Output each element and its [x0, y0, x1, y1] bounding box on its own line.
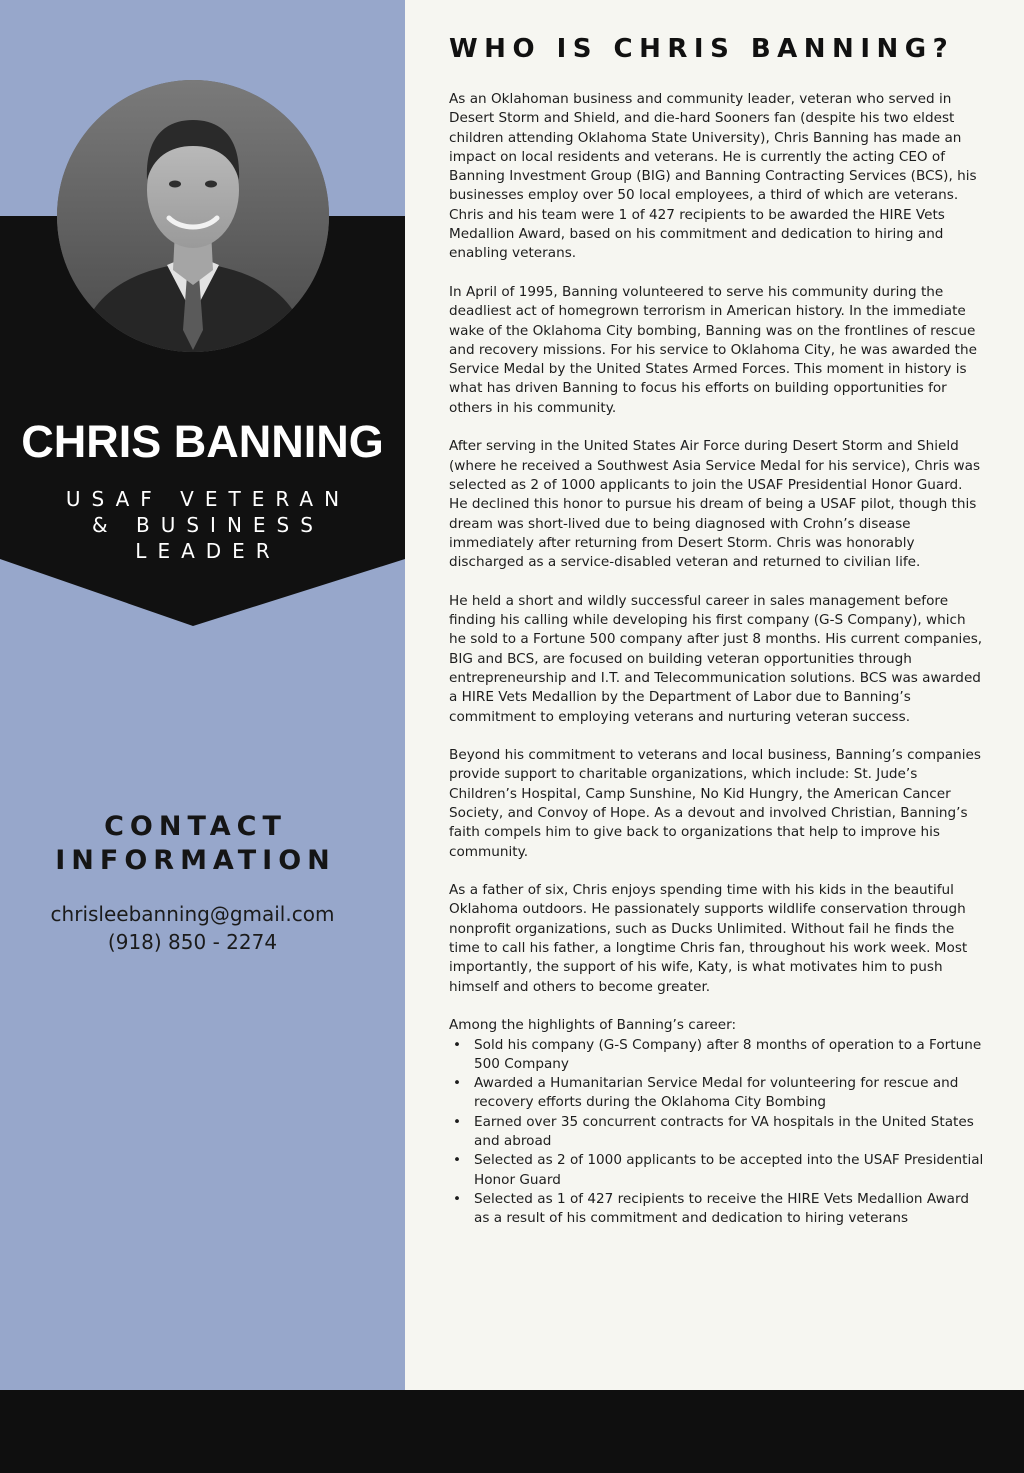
contact-email: chrisleebanning@gmail.com	[50, 902, 335, 926]
footer-bar	[0, 1390, 1024, 1473]
profile-photo-image	[57, 80, 329, 352]
contact-phone: (918) 850 - 2274	[107, 930, 278, 954]
profile-name: CHRIS BANNING	[21, 416, 384, 467]
bio-paragraph: Beyond his commitment to veterans and local business, Banning’s companies provide support to charitable organizations, which include: St. Jude’s Children’s Hospital, Camp Sunshine, No Kid Hungry, the American Cancer Society, and Convoy of Hope. As a devout and involved Christian, Banning’s faith compels him to give back to organizations that help to improve his community.	[449, 747, 981, 860]
highlights-intro: Among the highlights of Banning’s career:	[449, 1017, 737, 1034]
main-content	[449, 32, 984, 1229]
contact-heading-line: INFORMATION	[55, 845, 336, 876]
subtitle-line: USAF VETERAN	[65, 487, 351, 511]
contact-heading-line: CONTACT	[104, 811, 287, 842]
highlight-item: • Selected as 2 of 1000 applicants to be accepted into the USAF Presidential Honor Guard	[449, 1151, 984, 1190]
profile-subtitle	[0, 486, 405, 564]
highlight-item: • Selected as 1 of 427 recipients to receive the HIRE Vets Medallion Award as a result of his commitment and dedication to hiring veterans	[449, 1190, 984, 1229]
subtitle-line: & BUSINESS	[92, 513, 324, 537]
bio-paragraph: As an Oklahoman business and community leader, veteran who served in Desert Storm and Shield, and die-hard Sooners fan (despite his two eldest children attending Oklahoma State University), Chris Banning has made an impact on local residents and veterans. He is currently the acting CEO of Banning Investment Group (BIG) and Banning Contracting Services (BCS), his businesses employ over 50 local employees, a third of which are veterans. Chris and his team were 1 of 427 recipients to be awarded the HIRE Vets Medallion Award, based on his commitment and dedication to hiring and enabling veterans.	[449, 91, 977, 262]
highlight-item: • Sold his company (G-S Company) after 8 months of operation to a Fortune 500 Company	[449, 1036, 984, 1075]
profile-photo	[57, 80, 329, 352]
bio-paragraph: He held a short and wildly successful career in sales management before finding his calling while developing his first company (G-S Company), which he sold to a Fortune 500 company after just 8 months. His current companies, BIG and BCS, are focused on building veteran opportunities through entrepreneurship and I.T. and Telecommunication solutions. BCS was awarded a HIRE Vets Medallion by the Department of Labor due to Banning’s commitment to employing veterans and nurturing veteran success.	[449, 592, 983, 725]
main-heading: WHO IS CHRIS BANNING?	[449, 34, 955, 64]
contact-heading	[0, 810, 385, 878]
highlights-list	[449, 1036, 984, 1229]
highlight-item: • Awarded a Humanitarian Service Medal for volunteering for rescue and recovery efforts during the Oklahoma City Bombing	[449, 1074, 984, 1113]
highlight-item: • Earned over 35 concurrent contracts for VA hospitals in the United States and abroad	[449, 1113, 984, 1152]
bio-paragraph: As a father of six, Chris enjoys spending time with his kids in the beautiful Oklahoma outdoors. He passionately supports wildlife conservation through nonprofit organizations, such as Ducks Unlimited. Without fail he finds the time to call his father, a longtime Chris fan, throughout his work week. Most importantly, the support of his wife, Katy, is what motivates him to push himself and others to become greater.	[449, 882, 968, 995]
subtitle-line: LEADER	[135, 539, 281, 563]
bio-paragraph: In April of 1995, Banning volunteered to serve his community during the deadliest act of homegrown terrorism in American history. In the immediate wake of the Oklahoma City bombing, Banning was on the frontlines of rescue and recovery missions. For his service to Oklahoma City, he was awarded the Service Medal by the United States Armed Forces. This moment in history is what has driven Banning to focus his efforts on building opportunities for others in his community.	[449, 283, 977, 416]
bio-paragraph: After serving in the United States Air Force during Desert Storm and Shield (where he received a Southwest Asia Service Medal for his service), Chris was selected as 2 of 1000 applicants to join the USAF Presidential Honor Guard. He declined this honor to pursue his dream of being a USAF pilot, though this dream was short-lived due to being diagnosed with Crohn’s disease immediately after returning from Desert Storm. Chris was honorably discharged as a service-disabled veteran and returned to civilian life.	[449, 438, 981, 571]
